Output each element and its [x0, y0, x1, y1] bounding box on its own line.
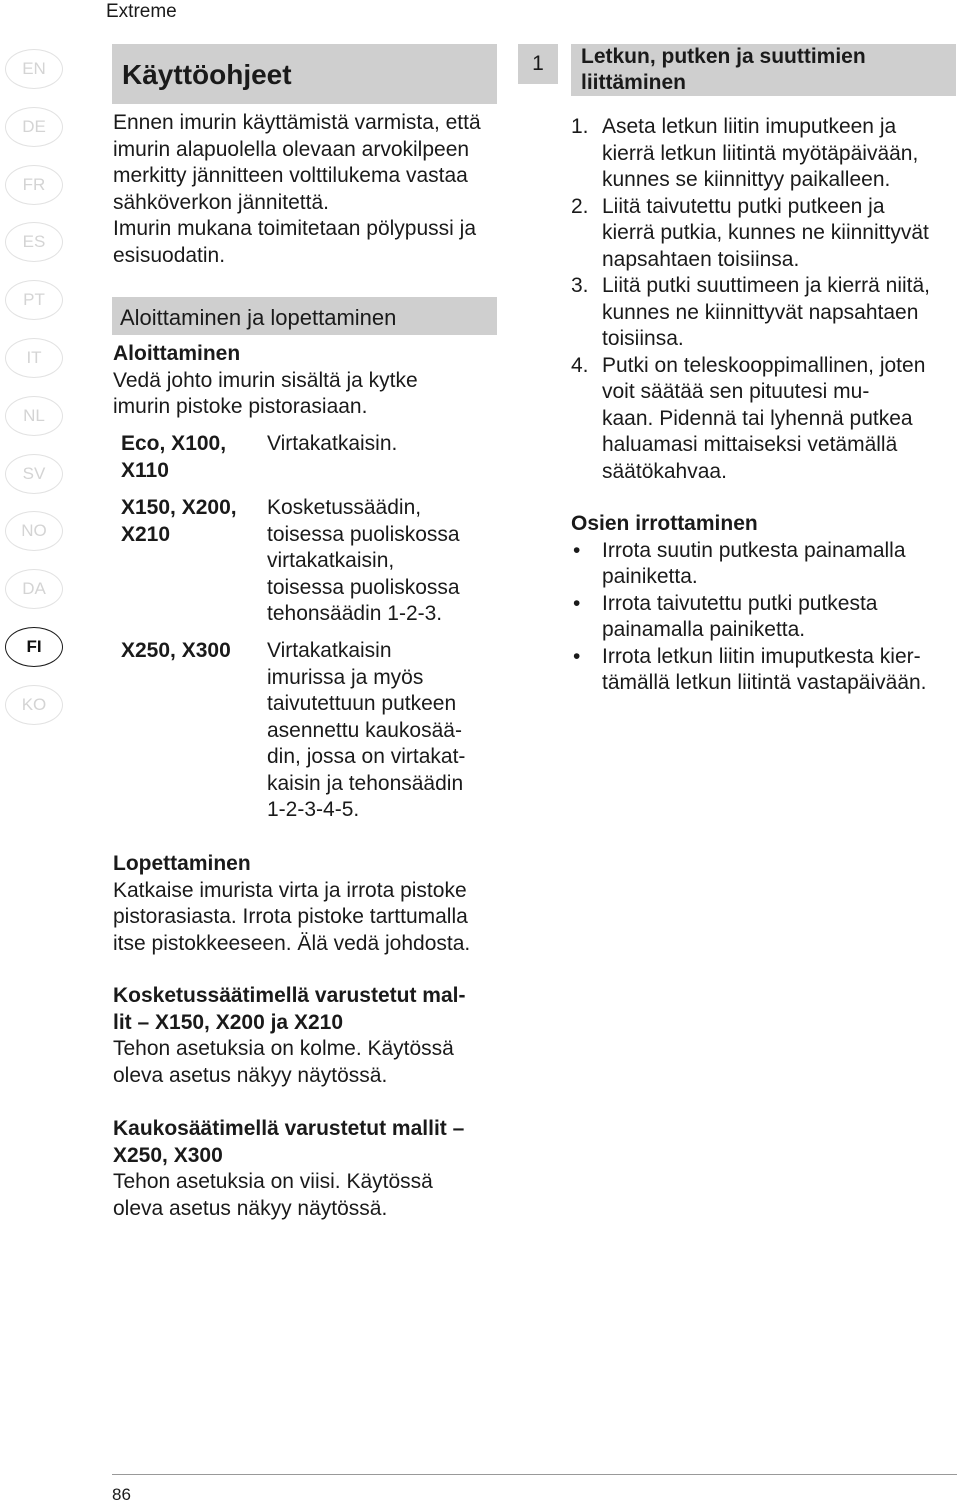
stop-text-line: Katkaise imurista virta ja irrota pistoke — [113, 878, 467, 902]
page-title-bar — [112, 44, 497, 104]
bullet-mark: • — [573, 591, 581, 615]
list-item: 2. Liitä taivutettu putki putkeen ja kierrä putkia, kunnes ne kiinnittyvät napsahtaen toisiinsa. — [571, 194, 929, 271]
list-item: • Irrota suutin putkesta painamalla painiketta. — [573, 538, 906, 588]
intro-line: merkitty jännitteen volttilukema vastaa — [113, 164, 468, 187]
model-text-x250: Virtakatkaisin imurissa ja myös taivutettuun putkeen asennettu kaukosää- din, jossa on virtakat- kaisin ja tehonsäädin 1-2-3-4-5. — [267, 639, 466, 821]
model-label-x150: X150, X200, X210 — [121, 496, 237, 546]
step-number: 1 — [532, 52, 544, 75]
remote-heading: X250, X300 — [113, 1143, 223, 1167]
section-title-bar — [112, 297, 497, 335]
list-item: 3. Liitä putki suuttimeen ja kierrä niitä, kunnes ne kiinnittyvät napsahtaen toisiinsa. — [571, 274, 930, 350]
step-num: 2. — [571, 194, 589, 218]
brand-name: Extreme — [106, 1, 177, 22]
language-tab-fi[interactable]: FI — [5, 627, 63, 667]
step-number-box — [518, 44, 558, 84]
bullet-mark: • — [573, 538, 581, 562]
start-section — [113, 341, 508, 421]
language-tab-de[interactable]: DE — [5, 107, 63, 147]
step-num: 1. — [571, 115, 589, 138]
list-item: • Irrota taivutettu putki putkesta painamalla painiketta. — [573, 591, 878, 641]
page-number: 86 — [112, 1485, 131, 1504]
page-title: Käyttöohjeet — [122, 59, 292, 90]
language-tab-nl[interactable]: NL — [5, 396, 63, 436]
intro-line: esisuodatin. — [113, 243, 226, 267]
language-tab-es[interactable]: ES — [5, 222, 63, 262]
language-tab-it[interactable]: IT — [5, 338, 63, 378]
list-item: • Irrota letkun liitin imuputkesta kier- tämällä letkun liitintä vastapäivään. — [573, 644, 927, 694]
touch-heading: Kosketussäätimellä varustetut mal- — [113, 984, 466, 1007]
detach-section — [571, 511, 956, 697]
intro-line: Imurin mukana toimitetaan pölypussi ja — [113, 217, 477, 240]
right-title-line: Letkun, putken ja suuttimien — [581, 45, 866, 68]
detach-heading: Osien irrottaminen — [571, 512, 758, 535]
language-tab-da[interactable]: DA — [5, 569, 63, 609]
language-tab-no[interactable]: NO — [5, 511, 63, 551]
intro-line: imurin alapuolella olevaan arvokilpeen — [113, 137, 470, 161]
language-tab-sv[interactable]: SV — [5, 454, 63, 494]
stop-text-line: pistorasiasta. Irrota pistoke tarttumalla — [113, 905, 468, 928]
remote-section — [113, 1116, 508, 1222]
stop-section — [113, 851, 508, 957]
touch-heading: lit – X150, X200 ja X210 — [113, 1010, 343, 1034]
intro-line: Ennen imurin käyttämistä varmista, että — [113, 111, 481, 134]
stop-heading: Lopettaminen — [113, 852, 251, 875]
language-tab-pt[interactable]: PT — [5, 280, 63, 320]
step-num: 4. — [571, 353, 589, 377]
start-heading: Aloittaminen — [113, 342, 241, 365]
model-text-eco: Virtakatkaisin. — [267, 432, 398, 455]
touch-text-line: Tehon asetuksia on kolme. Käytössä — [113, 1037, 454, 1060]
steps-list — [571, 114, 956, 485]
step-num: 3. — [571, 274, 589, 297]
right-title-bar — [571, 44, 956, 96]
model-text-x150: Kosketussäädin, toisessa puoliskossa virtakatkaisin, toisessa puoliskossa tehonsäädin 1-2-3. — [267, 496, 460, 625]
touch-section — [113, 983, 508, 1089]
list-item: 4. Putki on teleskooppimallinen, joten voit säätää sen pituutesi mu- kaan. Pidennä tai lyhennä putkea haluamasi mittaiseksi vetämällä säätökahvaa. — [571, 353, 926, 483]
remote-text-line: oleva asetus näkyy näytössä. — [113, 1196, 388, 1220]
language-tab-en[interactable]: EN — [5, 49, 63, 89]
list-item: 1. Aseta letkun liitin imuputkeen ja kierrä letkun liitintä myötäpäivään, kunnes se kiinnittyy paikalleen. — [571, 115, 919, 191]
language-tab-ko[interactable]: KO — [5, 685, 63, 725]
remote-text-line: Tehon asetuksia on viisi. Käytössä — [113, 1170, 433, 1193]
model-label-x250: X250, X300 — [121, 639, 231, 662]
intro-paragraph — [113, 110, 508, 269]
remote-heading: Kaukosäätimellä varustetut mallit – — [113, 1117, 465, 1140]
start-text-line: Vedä johto imurin sisältä ja kytke — [113, 368, 418, 392]
section-title: Aloittaminen ja lopettaminen — [120, 305, 397, 330]
footer-divider — [112, 1474, 957, 1475]
intro-line: sähköverkon jännitettä. — [113, 190, 329, 214]
touch-text-line: oleva asetus näkyy näytössä. — [113, 1063, 388, 1087]
language-tab-fr[interactable]: FR — [5, 165, 63, 205]
stop-text-line: itse pistokkeeseen. Älä vedä johdosta. — [113, 931, 471, 955]
start-text-line: imurin pistoke pistorasiaan. — [113, 395, 368, 418]
bullet-mark: • — [573, 644, 581, 668]
right-title-line: liittäminen — [581, 71, 687, 94]
model-label-eco: Eco, X100, X110 — [121, 432, 227, 482]
